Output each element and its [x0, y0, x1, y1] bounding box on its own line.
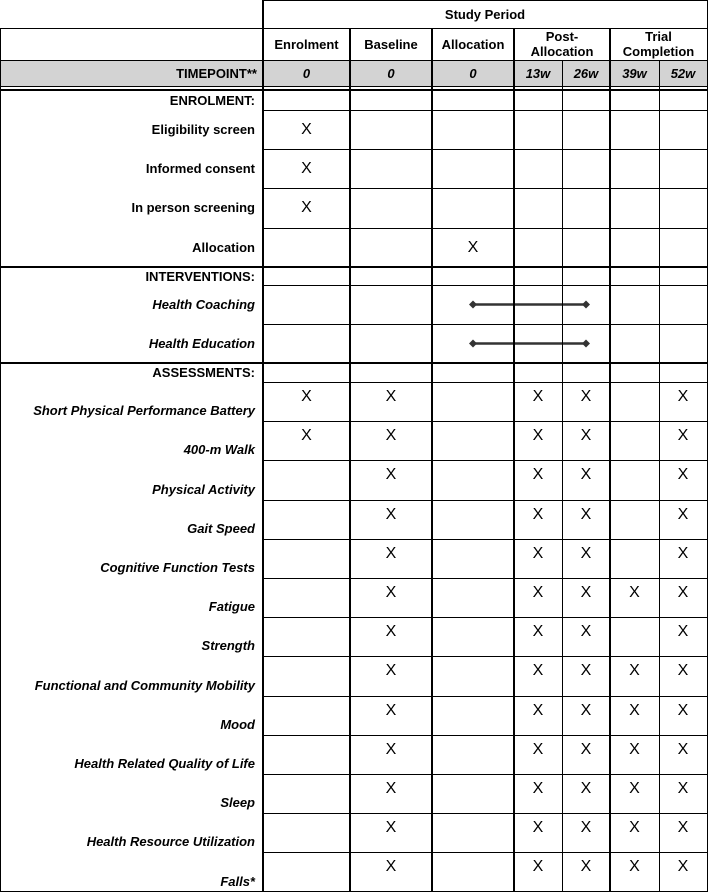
schedule-mark: X [580, 388, 592, 405]
grid-line [0, 266, 708, 268]
schedule-mark: X [301, 388, 312, 405]
study-period-heading: Study Period [444, 7, 526, 22]
row-label: Mood [220, 716, 255, 732]
schedule-mark: X [580, 662, 592, 680]
duration-start-marker [469, 340, 477, 348]
section-assessments: ASSESSMENTS: [152, 365, 255, 380]
schedule-mark: X [532, 623, 544, 641]
grid-line [0, 28, 708, 29]
schedule-mark: X [532, 544, 544, 562]
schedule-mark: X [580, 623, 592, 641]
section-enrolment: ENROLMENT: [169, 93, 255, 108]
schedule-mark: X [385, 505, 397, 523]
grid-line [263, 539, 708, 540]
column-header-2: Baseline [364, 36, 418, 52]
schedule-mark: X [532, 466, 544, 484]
grid-line [263, 813, 708, 814]
schedule-mark: X [580, 584, 592, 601]
schedule-mark: X [532, 427, 544, 445]
schedule-mark: X [629, 701, 640, 719]
grid-line [263, 578, 708, 579]
grid-line [609, 28, 611, 891]
schedule-mark: X [385, 427, 397, 445]
grid-line [0, 89, 708, 91]
row-label: In person screening [131, 200, 255, 216]
schedule-mark: X [532, 701, 544, 719]
schedule-mark: X [532, 662, 544, 680]
timepoint-label: TIMEPOINT** [176, 65, 257, 81]
grid-line [0, 362, 708, 364]
grid-line [0, 86, 708, 87]
schedule-mark: X [532, 388, 544, 405]
grid-line [263, 774, 708, 775]
row-label: Gait Speed [187, 520, 255, 536]
grid-line [0, 60, 708, 61]
schedule-mark: X [677, 505, 689, 523]
timepoint-value: 52w [670, 65, 696, 81]
row-label: Informed consent [145, 161, 255, 177]
duration-end-marker [582, 340, 590, 348]
row-label: Strength [201, 638, 255, 654]
column-header-3: Allocation [441, 36, 505, 52]
schedule-mark: X [580, 427, 592, 445]
schedule-mark: X [385, 740, 397, 758]
column-header-1: Enrolment [274, 36, 339, 52]
schedule-mark: X [677, 701, 689, 719]
schedule-mark: X [677, 388, 689, 405]
row-label: Short Physical Performance Battery [33, 403, 255, 419]
schedule-mark: X [629, 819, 640, 837]
schedule-mark: X [385, 780, 397, 797]
grid-line [263, 382, 708, 383]
grid-line [263, 852, 708, 853]
column-header-5: Trial Completion [622, 29, 695, 59]
timepoint-value: 39w [622, 65, 647, 81]
timepoint-value: 13w [525, 65, 551, 81]
schedule-mark: X [532, 819, 544, 837]
schedule-mark: X [580, 740, 592, 758]
schedule-mark: X [385, 819, 397, 837]
grid-line [263, 696, 708, 697]
grid-line [263, 735, 708, 736]
schedule-mark: X [677, 623, 689, 641]
timepoint-value: 26w [573, 65, 599, 81]
schedule-mark: X [677, 858, 689, 876]
grid-line [263, 500, 708, 501]
grid-line [513, 28, 515, 891]
schedule-mark: X [385, 466, 397, 484]
grid-line [562, 60, 563, 891]
grid-line [263, 110, 708, 111]
grid-line [659, 60, 660, 891]
schedule-mark: X [580, 505, 592, 523]
schedule-mark: X [532, 584, 544, 601]
schedule-mark: X [385, 858, 397, 876]
schedule-mark: X [301, 121, 312, 139]
schedule-mark: X [532, 780, 544, 797]
row-label: Functional and Community Mobility [34, 677, 255, 693]
grid-line [431, 28, 433, 891]
grid-line [263, 421, 708, 422]
grid-line [263, 324, 708, 325]
schedule-mark: X [532, 858, 544, 876]
schedule-mark: X [532, 740, 544, 758]
schedule-mark: X [580, 819, 592, 837]
timepoint-value: 0 [387, 65, 395, 81]
schedule-mark: X [677, 819, 689, 837]
schedule-mark: X [677, 662, 689, 680]
row-label: Health Coaching [152, 297, 255, 312]
schedule-mark: X [467, 238, 479, 256]
row-label: Health Resource Utilization [86, 834, 255, 850]
schedule-mark: X [385, 623, 397, 641]
row-label: Physical Activity [152, 481, 255, 497]
schedule-mark: X [580, 701, 592, 719]
schedule-mark: X [629, 584, 640, 601]
grid-line [263, 0, 708, 1]
row-label: Allocation [192, 239, 255, 255]
timepoint-value: 0 [302, 65, 311, 81]
row-label: Eligibility screen [151, 122, 255, 138]
schedule-mark: X [385, 701, 397, 719]
schedule-mark: X [301, 427, 312, 445]
grid-line [263, 460, 708, 461]
grid-line [263, 617, 708, 618]
schedule-mark: X [301, 199, 312, 217]
schedule-mark: X [385, 584, 397, 601]
schedule-mark: X [385, 388, 397, 405]
schedule-mark: X [301, 160, 312, 178]
row-label: Health Education [148, 336, 255, 351]
schedule-mark: X [385, 662, 397, 680]
schedule-mark: X [580, 780, 592, 797]
schedule-mark: X [580, 466, 592, 484]
schedule-mark: X [580, 544, 592, 562]
column-header-4: Post- Allocation [530, 29, 594, 59]
grid-line [263, 188, 708, 189]
grid-line [349, 28, 351, 891]
grid-line [263, 656, 708, 657]
grid-line [263, 285, 708, 286]
schedule-mark: X [532, 505, 544, 523]
row-label: Falls* [220, 873, 255, 889]
schedule-mark: X [677, 780, 689, 797]
grid-line [0, 891, 708, 892]
schedule-mark: X [677, 427, 689, 445]
schedule-mark: X [677, 740, 689, 758]
grid-line [263, 149, 708, 150]
schedule-mark: X [677, 584, 689, 601]
row-label: 400-m Walk [183, 442, 255, 458]
section-interventions: INTERVENTIONS: [145, 269, 255, 284]
schedule-mark: X [629, 780, 640, 797]
schedule-mark: X [677, 544, 689, 562]
row-label: Cognitive Function Tests [100, 559, 255, 575]
grid-line [263, 228, 708, 229]
schedule-mark: X [385, 544, 397, 562]
grid-line [0, 28, 1, 891]
row-label: Health Related Quality of Life [74, 755, 255, 771]
schedule-mark: X [580, 858, 592, 876]
timepoint-value: 0 [469, 65, 477, 81]
schedule-mark: X [629, 662, 640, 680]
schedule-mark: X [629, 740, 640, 758]
grid-line [262, 0, 264, 891]
schedule-mark: X [677, 466, 689, 484]
row-label: Fatigue [208, 599, 255, 615]
schedule-mark: X [629, 858, 640, 876]
row-label: Sleep [220, 795, 255, 811]
